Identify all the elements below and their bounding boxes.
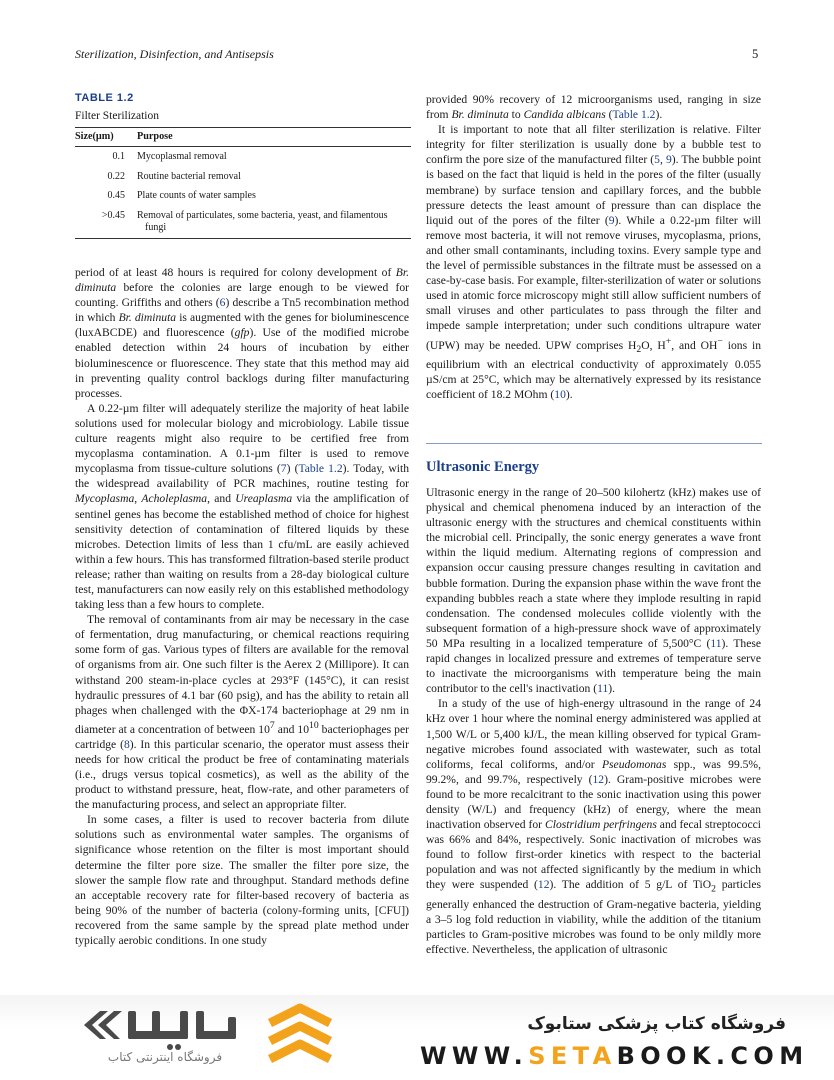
store-url[interactable]: [420, 1042, 809, 1070]
text-run: , and: [207, 492, 236, 506]
column-header-purpose: Purpose: [137, 131, 173, 142]
url-highlight: SETA: [528, 1042, 617, 1070]
text-run: In some cases, a filter is used to recover bacteria from dilute solutions such as environmental water samples. The organisms of significance whose retention on the filter is most important should determine the filter pore size. The smaller the filter pore size, the slower the sample flow rate and throughput. Standard methods define an acceptable recovery rate for filter-based recovery of bacteria as being 90% of the number of bacteria (colony-forming units, [CFU]) recovered from the same sample by the spread plate method under typically aerobic conditions. In one study: [75, 813, 409, 947]
species-name: Br. diminuta: [118, 311, 177, 325]
reference-link[interactable]: 9: [665, 153, 672, 167]
paragraph: [75, 612, 409, 812]
subscript: 2: [711, 883, 716, 895]
table-row: [75, 167, 411, 187]
text-run: to: [508, 108, 524, 122]
species-name: Clostridium perfringens: [545, 818, 657, 832]
table-caption: Filter Sterilization: [75, 110, 159, 122]
text-run: and 10: [274, 722, 310, 736]
text-run: ). The addition of 5 g/L of TiO: [549, 878, 712, 892]
table-cell-size: 0.1: [112, 151, 125, 162]
table-cell-purpose: [131, 206, 411, 239]
paragraph: [426, 92, 761, 122]
reference-link[interactable]: 11: [710, 636, 722, 650]
reference-link[interactable]: 9: [608, 213, 615, 227]
reference-link[interactable]: 6: [219, 296, 226, 310]
text-run: bacteriophages per cartridge (: [75, 722, 409, 751]
text-run: ). Use of the modified microbe enabled detection within 24 hours of incubation by either bioluminescence or fluorescence. They state that this method may aid in preventing quality control backlogs during filter manufacturing processes.: [75, 326, 410, 400]
section-heading: Ultrasonic Energy: [426, 459, 540, 475]
table-cell-size: 0.45: [107, 190, 125, 201]
text-run: before the colonies are large enough to be viewed for counting. Griffiths and others (: [75, 281, 409, 310]
text-run: ,: [134, 492, 142, 506]
paragraph: [75, 812, 409, 948]
text-run: spp., was 99.5%, 99.2%, and 99.7%, respectively (: [426, 757, 761, 786]
superscript: 10: [309, 719, 319, 731]
paragraph: [426, 696, 761, 957]
purpose-text-cont: fungi: [145, 222, 167, 233]
species-name: Mycoplasma: [75, 492, 135, 506]
text-run: ). These rapid changes in localized pressure and extremes of temperature serve to inactivate the microorganisms with temperature being the main contributor to the cell's inactivation (: [426, 636, 761, 696]
text-run: via the amplification of sentinel genes has become the established method of choice for highest sensitivity detection of contamination of filtered liquids by these microbes. Detection limits of less than 1 cfu/mL are easily achieved within a few hours. This has transformed filtration-based sterile product release; rather than waiting on results from a 28-day biological culture test, manufacturers can now easily rely on this established methodology taking less than a few hours to complete.: [75, 492, 409, 612]
column-header-size: Size(µm): [75, 131, 114, 142]
reference-link[interactable]: 10: [554, 387, 566, 401]
text-run: , and OH: [671, 338, 718, 352]
table-1-2: [75, 92, 411, 239]
text-run: ) describe a Tn5 recombination method in which: [75, 296, 409, 325]
text-run: ).: [565, 387, 573, 401]
table-cell-size: >0.45: [101, 209, 125, 221]
table-label: TABLE 1.2: [75, 92, 134, 104]
superscript: −: [717, 335, 723, 347]
paragraph: [75, 401, 409, 612]
text-run: ). The bubble point is based on the fact that liquid is held in the pores of the filter (usually membrane) by surface tension and capillary forces, and the bubble pressure detects the least amount of pressure than can displace the liquid out of the pores of the filter (: [426, 153, 762, 227]
table-cell-size: 0.22: [107, 170, 125, 182]
reference-link[interactable]: 8: [123, 737, 130, 751]
section-divider: [426, 443, 762, 444]
store-name: فروشگاه کتاب پزشکی ستابوک: [527, 1014, 786, 1034]
running-head: Sterilization, Disinfection, and Antisepsis: [75, 47, 274, 61]
logo-tagline: فروشگاه اینترنتی کتاب: [107, 1050, 223, 1064]
species-name: Acholeplasma: [141, 492, 208, 506]
superscript: 7: [269, 719, 275, 731]
url-suffix: BOOK.COM: [616, 1042, 809, 1070]
left-column: [75, 265, 409, 948]
text-run: and fecal streptococci was 66% and 84%, respectively. Sonic inactivation of microbes was found to follow first-order kinetics with respect to the bacterial population and was not affected significantly by the medium in which they were suspended (: [426, 818, 761, 892]
text-run: ).: [655, 108, 663, 122]
text-run: ). In this particular scenario, the operator must assess their needs for how critical the product be free of contaminating materials (i.e., drugs versus topical cosmetics), as well as the ability of the product to withstand pressure, heat, flow-rate, and other parameters of the manufacturing process, and select an appropriate filter.: [75, 737, 409, 812]
table-cell-purpose: Routine bacterial removal: [137, 170, 241, 182]
logo-wordmark: [84, 1011, 236, 1050]
paragraph: [426, 122, 761, 402]
table-row: [75, 206, 411, 239]
text-run: ) (: [286, 462, 299, 476]
text-run: ). While a 0.22-µm filter will remove most bacteria, it will not remove viruses, mycoplasma, prions, and other small contaminants, including toxins. Every sample type and the level of permissible substances in the filtrate must be assessed on a case-by-case basis. For example, filter-sterilization of water or solutions used in atomic force microscopy might still allow sufficient numbers of small viruses and other particulates to pass through the filter and impede sample interpretation; under such conditions ultrapure water (UPW) may be needed. UPW comprises H: [426, 213, 761, 352]
species-name: Pseudomonas: [601, 757, 667, 771]
species-name: Br. diminuta: [75, 266, 409, 295]
text-run: ,: [659, 153, 666, 167]
text-run: Ultrasonic energy in the range of 20–500 kilohertz (kHz) makes use of physical and chemical phenomena induced by an interaction of the ultrasonic energy with the structures and chemical constituents within the microbial cell. Principally, the sonic energy generates a wave front within the liquid medium. Alternating regions of compression and expansion occur causing pressure changes resulting in cavitation and bubble formation. During the expansion phase within the wave front the expanding bubbles reach a state where they implode resulting in rapid condensation. The condensed molecules collide violently with the subsequent formation of a high-pressure shock wave of approximately 50 MPa resulting in a localized temperature of 5,500°C (: [426, 486, 761, 650]
species-name: Candida albicans: [523, 108, 606, 122]
text-run: period of at least 48 hours is required for colony development of: [75, 266, 396, 279]
table-row: [75, 147, 411, 167]
table-cell-purpose: Plate counts of water samples: [137, 190, 256, 201]
filter-table: [75, 127, 411, 239]
reference-link[interactable]: 12: [537, 878, 550, 892]
text-run: (: [605, 108, 613, 122]
reference-link[interactable]: 11: [597, 682, 609, 696]
text-run: A 0.22-µm filter will adequately sterilize the majority of heat labile solutions used for molecular biology and microbiology. Labile tissue culture reagents might also require to be certified free from mycoplasma contamination. A 0.1-µm filter is used to remove mycoplasma from tissue-culture solutions (: [75, 401, 409, 476]
paragraph: [75, 265, 409, 401]
text-run: ).: [608, 682, 616, 696]
reference-link[interactable]: 12: [592, 772, 605, 786]
paragraph: [426, 485, 761, 696]
gene-name: gfp: [234, 326, 250, 340]
right-column-top: [426, 92, 761, 402]
reference-link[interactable]: 7: [280, 462, 287, 476]
species-name: Br. diminuta: [451, 108, 509, 122]
text-run: O, H: [641, 338, 666, 352]
text-run: The removal of contaminants from air may be necessary in the case of fermentation, drug manufacturing, or chemical reactions requiring some form of gas. Various types of filters are available for the removal of organisms from air. One such filter is the Aerex 2 (Millipore). It can withstand 200 steam-in-place cycles at 293°F (145°C), it can resist hydraulic pressures of 4.1 bar (60 psig), and has the ability to retain all phages when challenged with the ΦX-174 bacteriophage at 29 nm in diameter at a concentration of between 10: [75, 613, 409, 736]
text-run: is augmented with the genes for bioluminescence (luxABCDE) and fluorescence (: [75, 311, 409, 340]
reference-link[interactable]: 5: [654, 153, 660, 167]
table-row: [75, 186, 411, 206]
logo-chevrons: [270, 1008, 330, 1059]
text-run: In a study of the use of high-energy ultrasound in the range of 24 kHz over 1 hour where the nominal energy administered was applied at 1,500 W/L or 5,400 kJ/L, the mean killing observed for typical Gram-negative microbes found associated with wastewater, such as total coliforms, fecal coliforms, and/or: [426, 697, 761, 771]
subscript: 2: [636, 343, 642, 355]
species-name: Ureaplasma: [235, 492, 293, 506]
text-run: It is important to note that all filter sterilization is relative. Filter integrity for filter sterilization is usually done by a bubble test to confirm the pore size of the manufactured filter (: [426, 123, 761, 167]
text-run: provided 90% recovery of 12 microorganisms used, ranging in size from: [426, 93, 761, 122]
text-run: ). Gram-positive microbes were found to be more recalcitrant to the sonic inactivation using this power density (W/L) and frequency (kHz) of energy, where the mean inactivation observed for: [426, 772, 761, 832]
text-run: ). Today, with the widespread availability of PCR machines, routine testing for: [75, 462, 409, 491]
text-run: ions in equilibrium with an electrical conductivity of approximately 0.055 µS/cm at 25°C, which may be alternatively expressed by its resistance coefficient of 18.2 MOhm (: [426, 338, 761, 401]
url-prefix: WWW.: [420, 1042, 529, 1070]
table-header-row: [75, 128, 411, 147]
text-run: particles generally enhanced the destruction of Gram-negative bacteria, yielding a 3–5 log fold reduction in viability, while the addition of the titanium particles to Gram-positive microbes was found to be only mildly more effective. Nevertheless, the application of ultrasonic: [426, 878, 762, 957]
page-number: 5: [752, 47, 759, 61]
superscript: +: [665, 335, 672, 347]
table-reference-link[interactable]: Table 1.2: [612, 108, 656, 122]
table-reference-link[interactable]: Table 1.2: [298, 462, 343, 476]
purpose-text: Removal of particulates, some bacteria, yeast, and filamentous: [137, 209, 388, 221]
right-column-bottom: [426, 485, 761, 957]
table-cell-purpose: Mycoplasmal removal: [137, 151, 227, 162]
